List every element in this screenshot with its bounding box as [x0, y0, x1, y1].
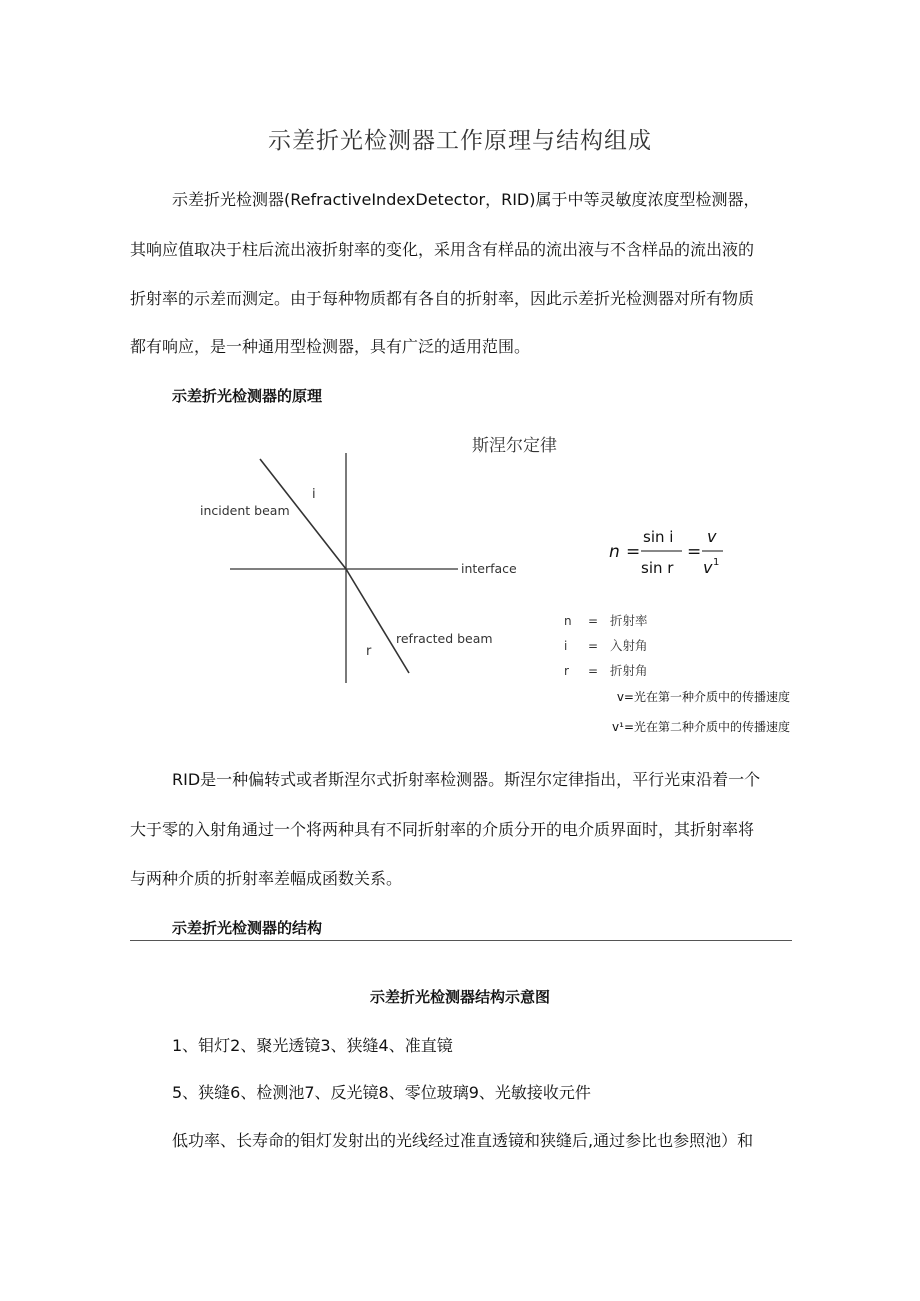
page-title: 示差折光检测器工作原理与结构组成: [268, 128, 652, 154]
formula-n: n: [609, 542, 620, 562]
legend-i-desc: 入射角: [610, 638, 648, 653]
rid-line-3: 与两种介质的折射率差幅成函数关系。: [130, 869, 403, 888]
section-divider: [130, 940, 792, 941]
label-angle-i: i: [312, 487, 316, 502]
figure-caption: 示差折光检测器结构示意图: [369, 988, 550, 1006]
section-heading-principle: 示差折光检测器的原理: [172, 387, 323, 405]
section-heading-structure: 示差折光检测器的结构: [172, 919, 323, 937]
parts-line-2: 5、狭缝6、检测池7、反光镜8、零位玻璃9、光敏接收元件: [172, 1083, 591, 1102]
snell-law-diagram: [180, 425, 800, 745]
intro-line-1: 示差折光检测器(RefractiveIndexDetector，RID)属于中等灵敏度浓度型检测器，: [172, 190, 760, 209]
note-v1: v¹=光在第二种介质中的传播速度: [612, 720, 790, 734]
final-line: 低功率、长寿命的钼灯发射出的光线经过准直透镜和狭缝后,通过参比也参照池）和: [172, 1131, 754, 1150]
refracted-beam-line: [346, 569, 409, 673]
intro-line-4: 都有响应，是一种通用型检测器，具有广泛的适用范围。: [130, 337, 531, 356]
rid-line-1: RID是一种偏转式或者斯涅尔式折射率检测器。斯涅尔定律指出，平行光束沿着一个: [172, 770, 761, 789]
formula-den1: sin r: [641, 559, 674, 577]
formula-den2-sup: 1: [713, 557, 720, 568]
label-interface: interface: [461, 561, 517, 576]
legend-r-eq: =: [588, 664, 599, 678]
diagram-title: 斯涅尔定律: [472, 436, 557, 456]
formula-den2: v: [703, 558, 713, 577]
intro-line-2: 其响应值取决于柱后流出液折射率的变化，采用含有样品的流出液与不含样品的流出液的: [130, 240, 755, 259]
parts-line-1: 1、钼灯2、聚光透镜3、狭缝4、准直镜: [172, 1036, 453, 1055]
legend-n-sym: n: [564, 614, 572, 628]
snell-law-svg: [180, 425, 800, 745]
formula-num1: sin i: [643, 528, 674, 546]
label-incident-beam: incident beam: [200, 503, 290, 518]
legend-n-eq: =: [588, 614, 599, 628]
label-refracted-beam: refracted beam: [396, 631, 493, 646]
legend-i-eq: =: [588, 639, 599, 653]
formula-eq2: =: [687, 542, 702, 562]
intro-line-3: 折射率的示差而测定。由于每种物质都有各自的折射率，因此示差折光检测器对所有物质: [130, 289, 755, 308]
legend-r-sym: r: [564, 664, 569, 678]
rid-line-2: 大于零的入射角通过一个将两种具有不同折射率的介质分开的电介质界面时，其折射率将: [130, 820, 755, 839]
legend-i-sym: i: [564, 639, 568, 653]
label-angle-r: r: [366, 644, 372, 659]
formula-eq1: =: [626, 542, 641, 562]
legend-n-desc: 折射率: [610, 613, 648, 628]
note-v: v=光在第一种介质中的传播速度: [616, 690, 790, 704]
formula-num2: v: [707, 527, 717, 546]
legend-r-desc: 折射角: [610, 663, 648, 678]
